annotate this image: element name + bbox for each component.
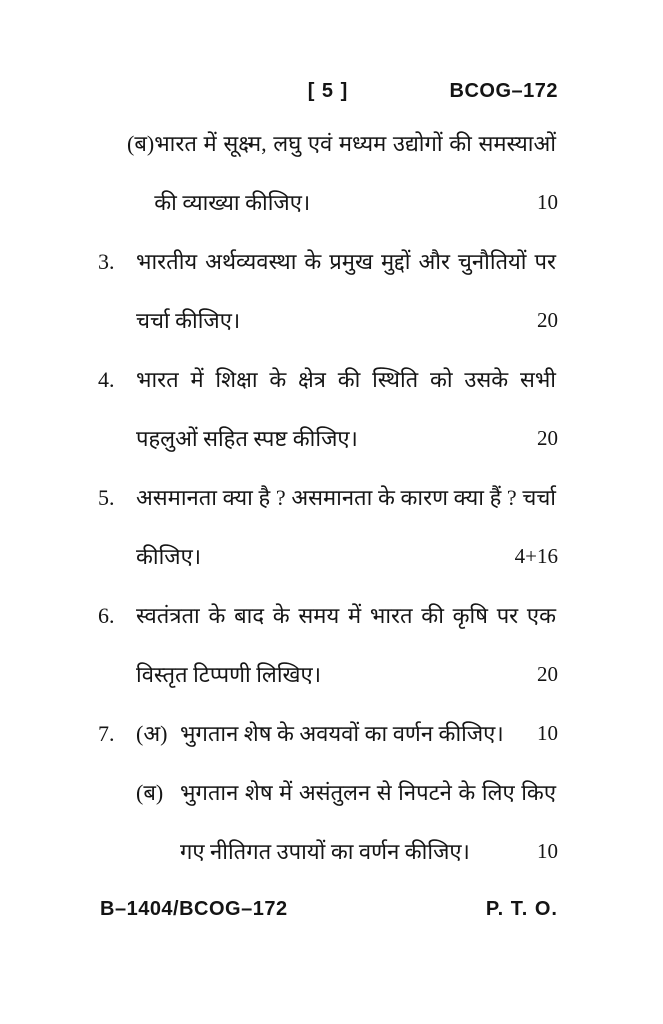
- marks-value: 20: [537, 426, 558, 450]
- marks-value: 10: [537, 721, 558, 745]
- question-text: [136, 586, 558, 704]
- question-row: [98, 704, 558, 763]
- question-text-content: भुगतान शेष के अवयवों का वर्णन कीजिए।: [180, 721, 504, 746]
- question-number: 5.: [98, 485, 115, 510]
- page-footer: [98, 898, 558, 928]
- marks-value: 20: [537, 308, 558, 332]
- sub-question-label: (ब): [136, 780, 164, 805]
- question-text-content: भारतीय अर्थव्यवस्था के प्रमुख मुद्दों और चुनौतियों पर चर्चा कीजिए।: [136, 249, 556, 333]
- question-text: [180, 763, 558, 881]
- question-text: [154, 114, 558, 232]
- paper-code: BCOG–172: [449, 80, 558, 102]
- question-list: [98, 114, 558, 881]
- question-text: [136, 350, 558, 468]
- question-text-content: स्वतंत्रता के बाद के समय में भारत की कृषि पर एक विस्तृत टिप्पणी लिखिए।: [136, 603, 556, 687]
- question-text: [136, 468, 558, 586]
- question-text-content: भारत में शिक्षा के क्षेत्र की स्थिति को उसके सभी पहलुओं सहित स्पष्ट कीजिए।: [136, 367, 556, 451]
- question-number: 3.: [98, 249, 115, 274]
- question-number: 7.: [98, 721, 115, 746]
- page-header: [98, 80, 558, 108]
- marks-value: 10: [537, 190, 558, 214]
- footer-paper-id: B–1404/BCOG–172: [100, 898, 288, 920]
- footer-pto: P. T. O.: [485, 898, 558, 920]
- marks-value: 4+16: [514, 544, 558, 568]
- question-text: [136, 232, 558, 350]
- question-text: [180, 704, 558, 763]
- question-row: [98, 468, 558, 586]
- sub-question-label: (अ): [136, 721, 168, 746]
- question-row: [98, 114, 558, 232]
- marks-value: 10: [537, 839, 558, 863]
- question-row: [98, 350, 558, 468]
- marks-value: 20: [537, 662, 558, 686]
- question-number: 4.: [98, 367, 115, 392]
- question-text-content: भुगतान शेष में असंतुलन से निपटने के लिए किए गए नीतिगत उपायों का वर्णन कीजिए।: [180, 780, 556, 864]
- question-text-content: भारत में सूक्ष्म, लघु एवं मध्यम उद्योगों की समस्याओं की व्याख्या कीजिए।: [154, 131, 556, 215]
- question-row: [98, 232, 558, 350]
- sub-question-label: (ब): [127, 131, 155, 156]
- question-number: 6.: [98, 603, 115, 628]
- question-text-content: असमानता क्या है ? असमानता के कारण क्या हैं ? चर्चा कीजिए।: [136, 485, 556, 569]
- question-row: [98, 586, 558, 704]
- page-number: [ 5 ]: [307, 80, 349, 102]
- question-row: [98, 763, 558, 881]
